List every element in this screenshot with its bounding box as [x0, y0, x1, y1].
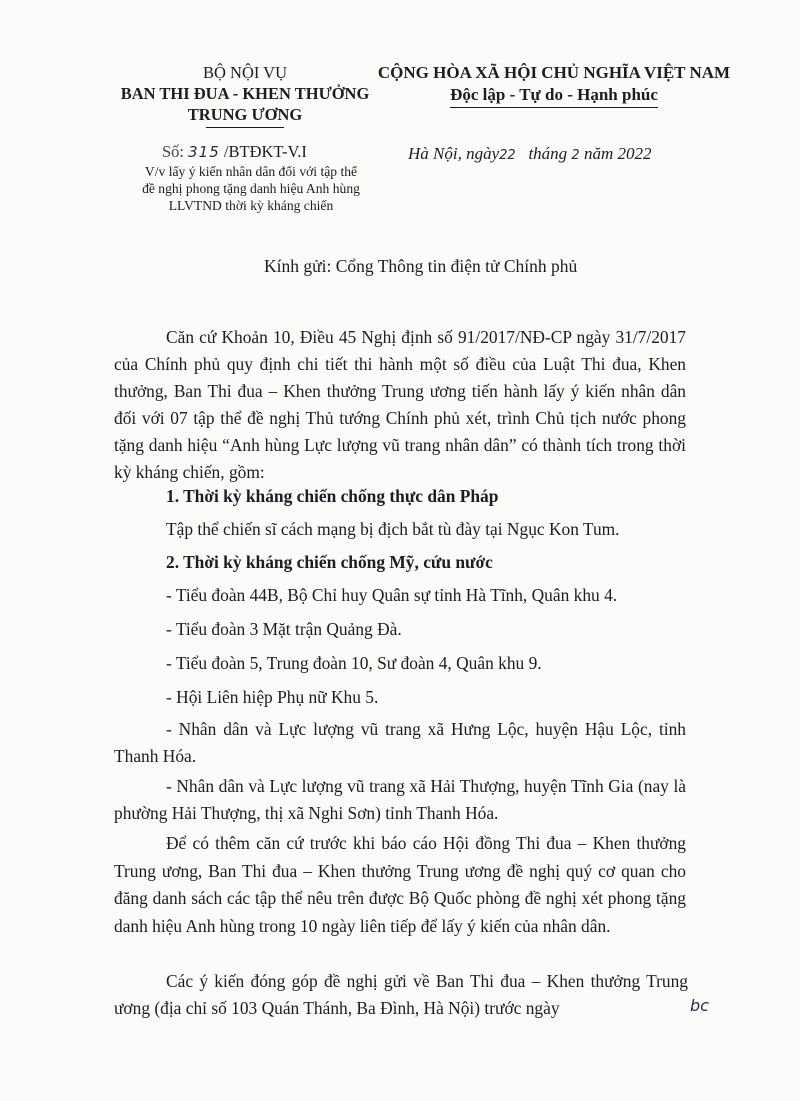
board-name-line2: TRUNG ƯƠNG: [187, 105, 303, 124]
section2-item: - Tiểu đoàn 5, Trung đoàn 10, Sư đoàn 4, Quân khu 9.: [166, 653, 542, 673]
subject-line2: đề nghị phong tặng danh hiệu Anh hùng: [142, 181, 360, 196]
ministry-name: BỘ NỘI VỤ: [202, 63, 288, 82]
intro-paragraph-block: [114, 324, 686, 486]
date-day-handwritten: 22: [499, 148, 516, 163]
subject-line1: V/v lấy ý kiến nhân dân đối với tập thể: [144, 164, 358, 179]
doc-number-prefix: Số:: [162, 142, 185, 161]
contact-paragraph: Các ý kiến đóng góp đề nghị gửi về Ban Thi đua – Khen thưởng Trung ương (địa chỉ số 103 Quán Thánh, Ba Đình, Hà Nội) trước ngày: [114, 971, 688, 1018]
board-name-line1: BAN THI ĐUA - KHEN THƯỞNG: [120, 84, 370, 103]
date-prefix: Hà Nội, ngày: [408, 144, 500, 163]
section2-item: - Nhân dân và Lực lượng vũ trang xã Hưng Lộc, huyện Hậu Lộc, tỉnh Thanh Hóa.: [114, 719, 686, 766]
document-date: [408, 144, 651, 164]
section2-item: - Tiểu đoàn 3 Mặt trận Quảng Đà.: [166, 619, 402, 639]
request-paragraph: Để có thêm căn cứ trước khi báo cáo Hội đồng Thi đua – Khen thưởng Trung ương, Ban Thi đua – Khen thưởng Trung ương đề nghị quý cơ quan cho đăng danh sách các tập thể nêu trên được Bộ Quốc phòng đề nghị xét phong tặng danh hiệu Anh hùng trong 10 ngày liên tiếp để lấy ý kiến của nhân dân.: [114, 833, 686, 936]
request-paragraph-block: [114, 830, 686, 940]
date-month-handwritten: 2: [571, 148, 580, 163]
doc-number-code: /BTĐKT-V.I: [223, 142, 307, 161]
subject-line3: LLVTND thời kỳ kháng chiến: [168, 198, 334, 213]
doc-number-handwritten: 315: [188, 143, 220, 161]
issuer-header: [110, 62, 380, 128]
document-number: [162, 142, 307, 162]
section2-heading: 2. Thời kỳ kháng chiến chống Mỹ, cứu nước: [166, 552, 493, 572]
section2-item: - Nhân dân và Lực lượng vũ trang xã Hải Thượng, huyện Tĩnh Gia (nay là phường Hải Thượng, thị xã Nghi Sơn) tỉnh Thanh Hóa.: [114, 776, 686, 823]
recipient-line: Kính gửi: Cổng Thông tin điện tử Chính phủ: [264, 256, 578, 276]
intro-paragraph: Căn cứ Khoản 10, Điều 45 Nghị định số 91/2017/NĐ-CP ngày 31/7/2017 của Chính phủ quy định chi tiết thi hành một số điều của Luật Thi đua, Khen thưởng, Ban Thi đua – Khen thưởng Trung ương tiến hành lấy ý kiến nhân dân đối với 07 tập thể đề nghị Thủ tướng Chính phủ xét, trình Chủ tịch nước phong tặng danh hiệu “Anh hùng Lực lượng vũ trang nhân dân” có thành tích trong thời kỳ kháng chiến, gồm:: [114, 327, 686, 482]
date-year: năm 2022: [583, 144, 652, 163]
handwritten-mark: bc: [690, 996, 709, 1015]
section2-item-block: [114, 716, 686, 770]
country-name: CỘNG HÒA XÃ HỘI CHỦ NGHĨA VIỆT NAM: [377, 63, 731, 82]
section1-heading: 1. Thời kỳ kháng chiến chống thực dân Pháp: [166, 486, 499, 506]
document-subject: [118, 163, 384, 214]
section2-item: - Tiểu đoàn 44B, Bộ Chỉ huy Quân sự tỉnh Hà Tĩnh, Quân khu 4.: [166, 585, 618, 605]
section2-item-block: [114, 773, 686, 827]
contact-paragraph-block: [114, 968, 688, 1022]
date-month-label: tháng: [528, 144, 568, 163]
section2-item: - Hội Liên hiệp Phụ nữ Khu 5.: [166, 687, 379, 707]
section1-item: Tập thể chiến sĩ cách mạng bị địch bắt tù đày tại Ngục Kon Tum.: [166, 519, 620, 539]
header-underline: [206, 127, 284, 128]
national-header: [376, 62, 732, 108]
national-motto: Độc lập - Tự do - Hạnh phúc: [450, 84, 658, 108]
